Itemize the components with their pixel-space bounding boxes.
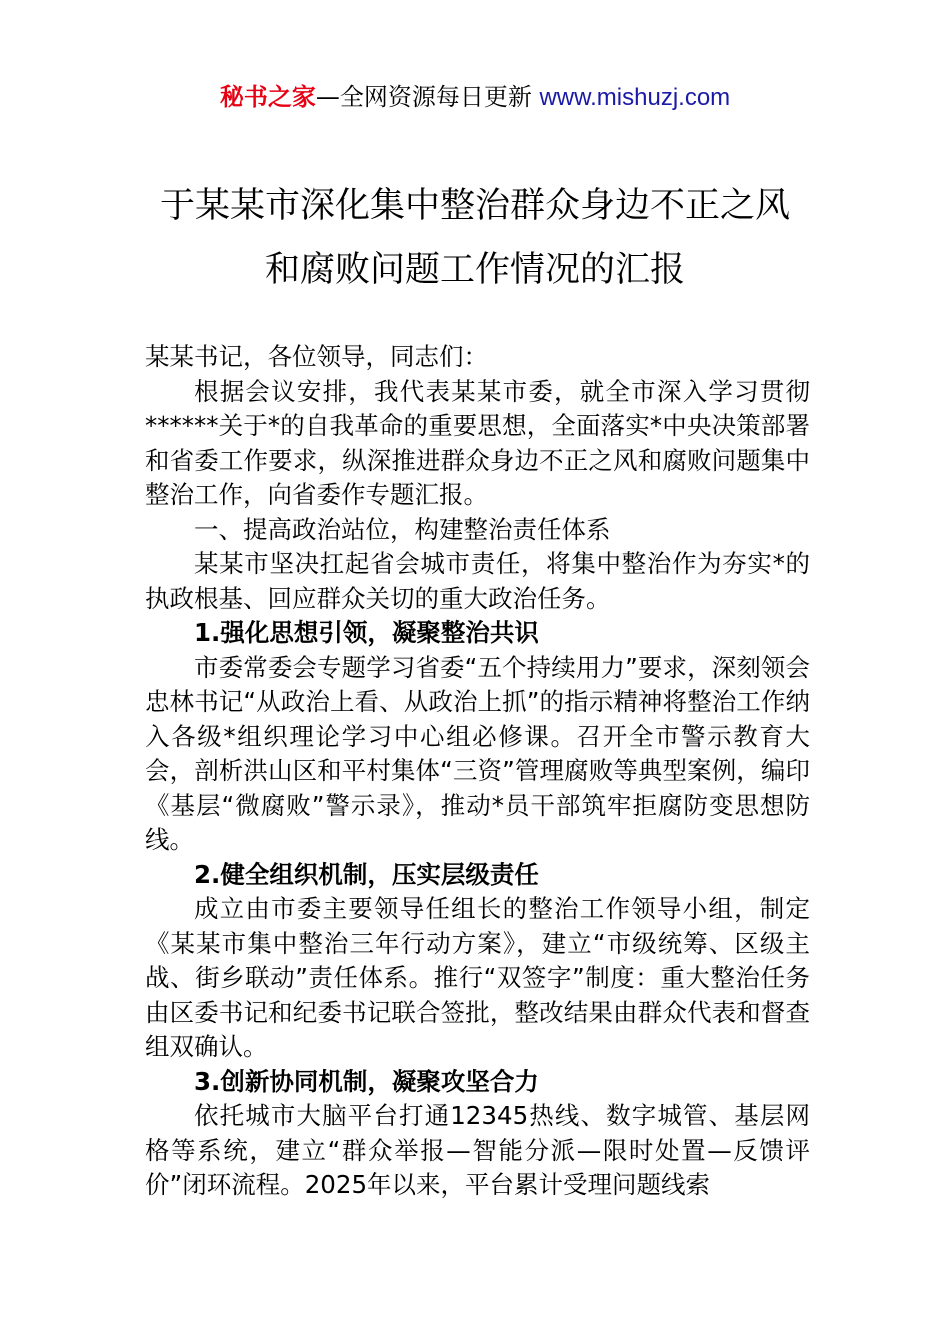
section-1-heading: 一、提高政治站位，构建整治责任体系 [194,514,611,544]
item-1-paragraph: 市委常委会专题学习省委“五个持续用力”要求，深刻领会忠林书记“从政治上看、从政治上抓”的指示精神将整治工作纳入各级*组织理论学习中心组必修课。召开全市警示教育大会，剖析洪山区和平村集体“三资”管理腐败等典型案例，编印《基层“微腐败”警示录》，推动*员干部筑牢拒腐防变思想防线。 [145,652,810,854]
document-body [145,340,810,1203]
item-2-paragraph: 成立由市委主要领导任组长的整治工作领导小组，制定《某某市集中整治三年行动方案》，建立“市级统筹、区级主战、街乡联动”责任体系。推行“双签字”制度：重大整治任务由区委书记和纪委书记联合签批，整改结果由群众代表和督查组双确认。 [145,894,810,1061]
item-1-heading: 1.强化思想引领，凝聚整治共识 [194,618,539,647]
title-line-1: 于某某市深化集中整治群众身边不正之风 [159,186,790,226]
section-1-intro: 某某市坚决扛起省会城市责任，将集中整治作为夯实*的执政根基、回应群众关切的重大政治任务。 [145,549,810,613]
site-header-banner [0,80,950,115]
site-url-link[interactable]: www.mishuzj.com [539,84,731,111]
salutation: 某某书记，各位领导，同志们： [145,342,488,371]
item-3-heading: 3.创新协同机制，凝聚攻坚合力 [194,1066,539,1096]
intro-paragraph: 根据会议安排，我代表某某市委，就全市深入学习贯彻******关于*的自我革命的重要思想，全面落实*中央决策部署和省委工作要求，纵深推进群众身边不正之风和腐败问题集中整治工作，向省委作专题汇报。 [145,376,810,509]
header-tagline: —全网资源每日更新 [315,83,540,111]
title-line-2: 和腐败问题工作情况的汇报 [264,250,685,290]
item-2-heading: 2.健全组织机制，压实层级责任 [194,859,539,889]
item-3-paragraph: 依托城市大脑平台打通12345热线、数字城管、基层网格等系统，建立“群众举报—智能分派—限时处置—反馈评价”闭环流程。2025年以来，平台累计受理问题线索 [145,1101,810,1199]
brand-name: 秘书之家 [219,83,316,111]
document-title [0,174,950,302]
